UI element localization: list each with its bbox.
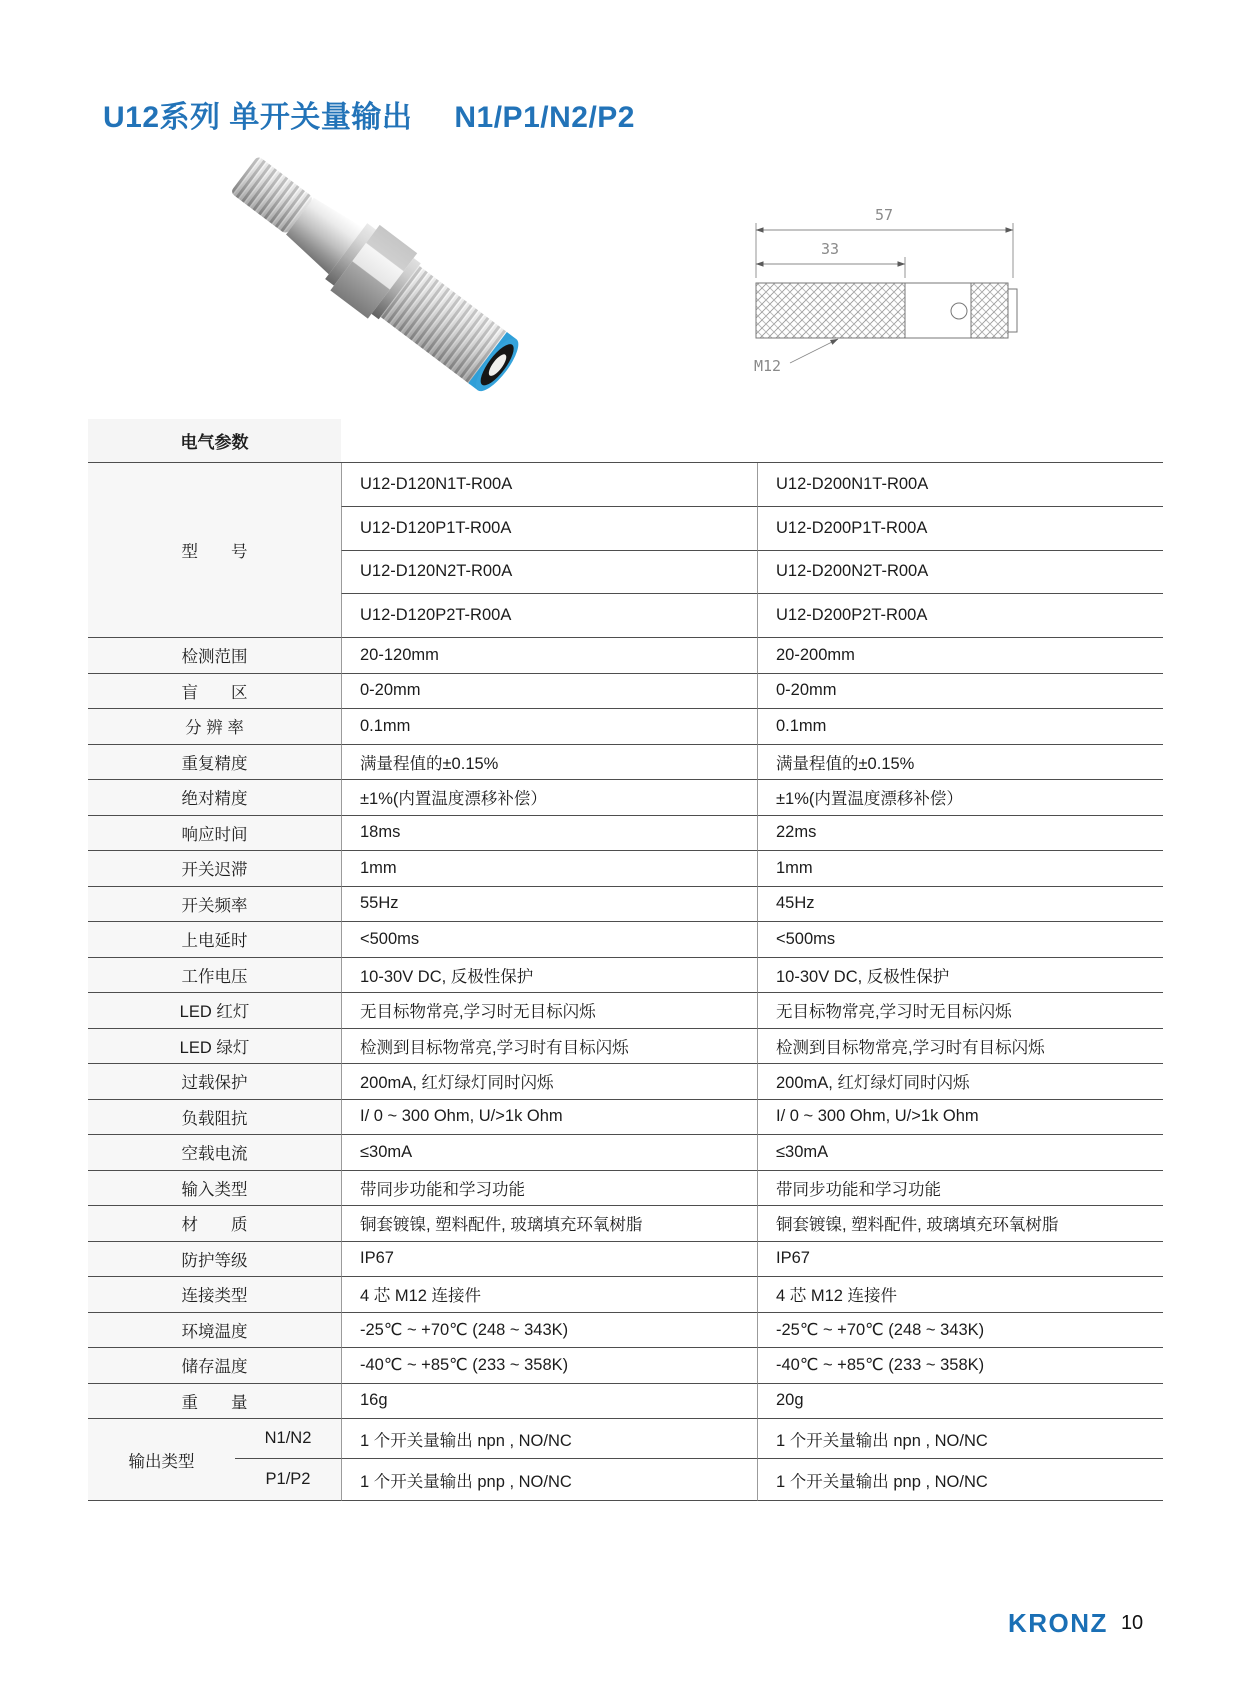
model-cell: U12-D120P2T-R00A <box>341 594 757 638</box>
spec-value: 满量程值的±0.15% <box>341 745 757 781</box>
spec-label: 储存温度 <box>88 1348 341 1384</box>
output-group-label: 输出类型 <box>88 1419 235 1501</box>
model-cell: U12-D200P1T-R00A <box>757 507 1163 551</box>
spec-value: 22ms <box>757 816 1163 852</box>
spec-value: IP67 <box>341 1242 757 1278</box>
output-value: 1 个开关量输出 npn , NO/NC <box>341 1419 757 1459</box>
spec-label: 负载阻抗 <box>88 1100 341 1136</box>
spec-value: 0.1mm <box>341 709 757 745</box>
brand-logo: KRONZ <box>1008 1608 1108 1638</box>
spec-value: -25℃ ~ +70℃ (248 ~ 343K) <box>341 1313 757 1349</box>
spec-value: 1mm <box>341 851 757 887</box>
spec-value: 铜套镀镍, 塑料配件, 玻璃填充环氧树脂 <box>341 1206 757 1242</box>
spec-value: 200mA, 红灯绿灯同时闪烁 <box>341 1064 757 1100</box>
spec-value: ≤30mA <box>341 1135 757 1171</box>
spec-value: <500ms <box>757 922 1163 958</box>
spec-value: 4 芯 M12 连接件 <box>341 1277 757 1313</box>
spec-value: 0.1mm <box>757 709 1163 745</box>
spec-label: LED 红灯 <box>88 993 341 1029</box>
title-model-suffixes: N1/P1/N2/P2 <box>454 101 635 134</box>
spec-value: 20-200mm <box>757 638 1163 674</box>
page-title <box>103 92 635 136</box>
page-footer <box>1008 1608 1143 1639</box>
model-cell: U12-D200N2T-R00A <box>757 551 1163 595</box>
spec-label: 上电延时 <box>88 922 341 958</box>
title-series: U12系列 单开关量输出 <box>103 101 413 134</box>
spec-label: 重复精度 <box>88 745 341 781</box>
table-header-spacer <box>341 419 1163 463</box>
dimension-label-front: 33 <box>820 240 840 258</box>
spec-value: 1mm <box>757 851 1163 887</box>
rear-thread-section <box>971 283 1008 338</box>
spec-value: 20-120mm <box>341 638 757 674</box>
thread-size-label: M12 <box>754 357 782 375</box>
spec-table <box>88 419 1163 1501</box>
spec-value: 18ms <box>341 816 757 852</box>
spec-label: 绝对精度 <box>88 780 341 816</box>
output-sub-label: N1/N2 <box>235 1419 341 1459</box>
output-value: 1 个开关量输出 npn , NO/NC <box>757 1419 1163 1459</box>
spec-label: LED 绿灯 <box>88 1029 341 1065</box>
spec-value: 带同步功能和学习功能 <box>341 1171 757 1207</box>
spec-value: 0-20mm <box>757 674 1163 710</box>
spec-value: 无目标物常亮,学习时无目标闪烁 <box>757 993 1163 1029</box>
spec-label: 重 量 <box>88 1384 341 1420</box>
spec-label: 防护等级 <box>88 1242 341 1278</box>
spec-value: 10-30V DC, 反极性保护 <box>341 958 757 994</box>
front-thread-section <box>756 283 905 338</box>
spec-value: -25℃ ~ +70℃ (248 ~ 343K) <box>757 1313 1163 1349</box>
sensor-body <box>219 142 523 392</box>
spec-label: 输入类型 <box>88 1171 341 1207</box>
model-cell: U12-D120P1T-R00A <box>341 507 757 551</box>
output-value: 1 个开关量输出 pnp , NO/NC <box>757 1459 1163 1501</box>
m12-leader-line <box>790 339 838 363</box>
spec-value: <500ms <box>341 922 757 958</box>
spec-value: 10-30V DC, 反极性保护 <box>757 958 1163 994</box>
spec-value: 55Hz <box>341 887 757 923</box>
spec-value: ≤30mA <box>757 1135 1163 1171</box>
spec-label: 响应时间 <box>88 816 341 852</box>
spec-value: 无目标物常亮,学习时无目标闪烁 <box>341 993 757 1029</box>
spec-value: -40℃ ~ +85℃ (233 ~ 358K) <box>757 1348 1163 1384</box>
spec-value: I/ 0 ~ 300 Ohm, U/>1k Ohm <box>757 1100 1163 1136</box>
spec-value: 带同步功能和学习功能 <box>757 1171 1163 1207</box>
spec-value: 检测到目标物常亮,学习时有目标闪烁 <box>757 1029 1163 1065</box>
output-sub-label: P1/P2 <box>235 1459 341 1501</box>
spec-label: 检测范围 <box>88 638 341 674</box>
spec-value: I/ 0 ~ 300 Ohm, U/>1k Ohm <box>341 1100 757 1136</box>
model-row-label: 型 号 <box>88 463 341 638</box>
spec-value: 0-20mm <box>341 674 757 710</box>
spec-value: 45Hz <box>757 887 1163 923</box>
spec-value: -40℃ ~ +85℃ (233 ~ 358K) <box>341 1348 757 1384</box>
spec-label: 开关迟滞 <box>88 851 341 887</box>
spec-value: 200mA, 红灯绿灯同时闪烁 <box>757 1064 1163 1100</box>
spec-label: 材 质 <box>88 1206 341 1242</box>
spec-value: 20g <box>757 1384 1163 1420</box>
spec-value: 检测到目标物常亮,学习时有目标闪烁 <box>341 1029 757 1065</box>
model-cell: U12-D120N1T-R00A <box>341 463 757 507</box>
spec-label: 盲 区 <box>88 674 341 710</box>
spec-label: 开关频率 <box>88 887 341 923</box>
spec-value: 满量程值的±0.15% <box>757 745 1163 781</box>
dimension-label-total: 57 <box>874 206 894 224</box>
spec-value: 4 芯 M12 连接件 <box>757 1277 1163 1313</box>
model-cell: U12-D200N1T-R00A <box>757 463 1163 507</box>
spec-value: ±1%(内置温度漂移补偿） <box>341 780 757 816</box>
output-value: 1 个开关量输出 pnp , NO/NC <box>341 1459 757 1501</box>
spec-label: 环境温度 <box>88 1313 341 1349</box>
model-cell: U12-D200P2T-R00A <box>757 594 1163 638</box>
spec-value: ±1%(内置温度漂移补偿） <box>757 780 1163 816</box>
spec-value: IP67 <box>757 1242 1163 1278</box>
page-number: 10 <box>1120 1612 1144 1634</box>
spec-label: 分 辨 率 <box>88 709 341 745</box>
smooth-section <box>905 283 971 338</box>
spec-label: 过载保护 <box>88 1064 341 1100</box>
dimension-drawing <box>650 168 1110 383</box>
spec-label: 工作电压 <box>88 958 341 994</box>
end-cap <box>1008 289 1017 332</box>
spec-value: 铜套镀镍, 塑料配件, 玻璃填充环氧树脂 <box>757 1206 1163 1242</box>
spec-label: 空载电流 <box>88 1135 341 1171</box>
spec-value: 16g <box>341 1384 757 1420</box>
spec-label: 连接类型 <box>88 1277 341 1313</box>
model-cell: U12-D120N2T-R00A <box>341 551 757 595</box>
product-photo <box>178 142 523 392</box>
table-header-label: 电气参数 <box>88 419 341 463</box>
